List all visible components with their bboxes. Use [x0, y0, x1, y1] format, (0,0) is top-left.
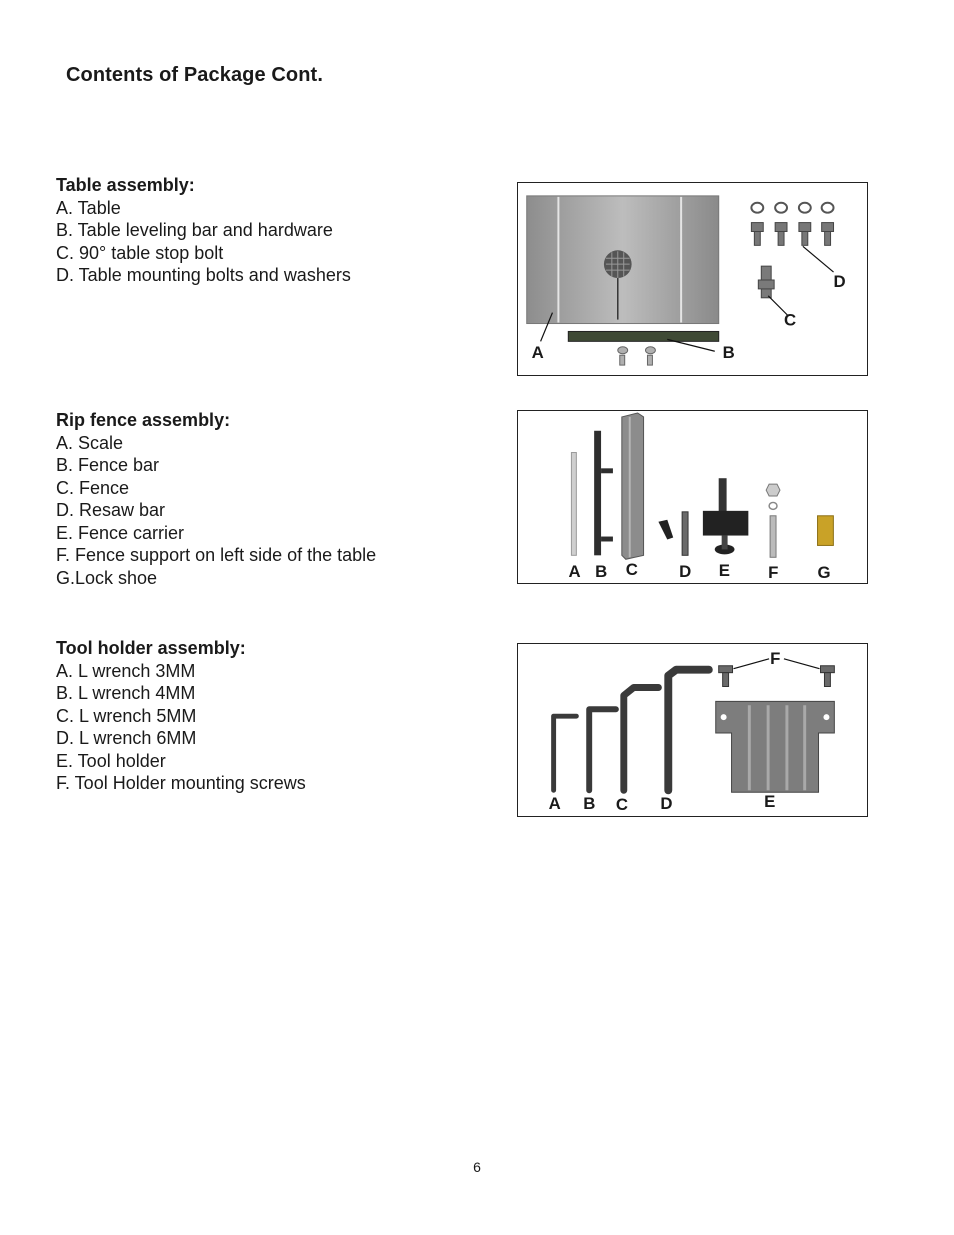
- tool-holder-assembly-illustration: [518, 644, 867, 816]
- rip-fence-assembly-illustration: [518, 411, 867, 583]
- list-item: A. Scale: [56, 432, 124, 453]
- fence-support-part: [766, 484, 780, 496]
- list-item: D. L wrench 6MM: [56, 728, 197, 748]
- parts-list: [56, 197, 496, 287]
- fence-bar-part: [594, 431, 601, 556]
- figure-label-b: B: [595, 562, 608, 582]
- l-wrench-3mm: [554, 716, 577, 790]
- figure-label-d: D: [660, 794, 673, 814]
- table-assembly-illustration: [518, 183, 867, 375]
- lock-shoe-part: [818, 516, 834, 546]
- l-wrench-4mm: [589, 709, 616, 790]
- list-item: B. Table leveling bar and hardware: [56, 220, 333, 240]
- list-item: E. Fence carrier: [56, 522, 185, 543]
- figure-label-c: C: [615, 795, 629, 815]
- table-assembly-figure: [517, 182, 868, 376]
- figure-label-g: G: [817, 563, 831, 583]
- figure-label-a: A: [568, 562, 581, 582]
- tool-holder-assembly-figure: [517, 643, 868, 817]
- section-heading: Rip fence assembly:: [56, 410, 231, 430]
- page-title: Contents of Package Cont.: [66, 64, 323, 86]
- list-item: F. Fence support on left side of the table: [56, 545, 377, 565]
- list-item: C. 90° table stop bolt: [56, 242, 224, 263]
- tool-holder-part: [716, 701, 835, 792]
- parts-list: [56, 660, 496, 795]
- table-assembly-section: [56, 174, 496, 287]
- l-wrench-6mm: [668, 670, 709, 791]
- scale-part: [571, 453, 576, 556]
- list-item: A. L wrench 3MM: [56, 660, 196, 681]
- fence-carrier-part: [719, 478, 727, 516]
- tool-holder-assembly-section: [56, 637, 496, 795]
- list-item: C. Fence: [56, 477, 130, 498]
- resaw-bar-part: [682, 512, 688, 555]
- figure-label-a: A: [548, 794, 561, 814]
- parts-list: [56, 432, 496, 590]
- figure-label-e: E: [764, 792, 776, 812]
- mounting-screws-part: [719, 666, 835, 687]
- rip-fence-assembly-section: [56, 409, 496, 589]
- figure-label-b: B: [583, 794, 596, 814]
- figure-label-c: C: [784, 310, 797, 330]
- list-item: C. L wrench 5MM: [56, 705, 197, 726]
- figure-label-e: E: [718, 561, 730, 581]
- figure-label-f: F: [770, 648, 781, 668]
- list-item: B. L wrench 4MM: [56, 683, 196, 703]
- fence-part: [622, 413, 644, 559]
- rip-fence-assembly-figure: [517, 410, 868, 584]
- figure-label-d: D: [679, 562, 692, 582]
- figure-label-f: F: [768, 563, 779, 583]
- list-item: D. Resaw bar: [56, 500, 166, 520]
- list-item: A. Table: [56, 197, 121, 218]
- page-number: 6: [473, 1159, 481, 1175]
- leveling-bar-part: [568, 331, 718, 341]
- figure-label-a: A: [531, 343, 544, 363]
- figure-label-b: B: [722, 343, 735, 363]
- list-item: D. Table mounting bolts and washers: [56, 265, 351, 285]
- figure-label-d: D: [833, 271, 846, 291]
- list-item: E. Tool holder: [56, 750, 166, 771]
- list-item: F. Tool Holder mounting screws: [56, 773, 306, 793]
- figure-label-c: C: [625, 560, 638, 580]
- list-item: B. Fence bar: [56, 455, 160, 475]
- section-heading: Tool holder assembly:: [56, 638, 246, 658]
- l-wrench-5mm: [624, 687, 659, 790]
- section-heading: Table assembly:: [56, 175, 195, 195]
- list-item: G.Lock shoe: [56, 567, 158, 588]
